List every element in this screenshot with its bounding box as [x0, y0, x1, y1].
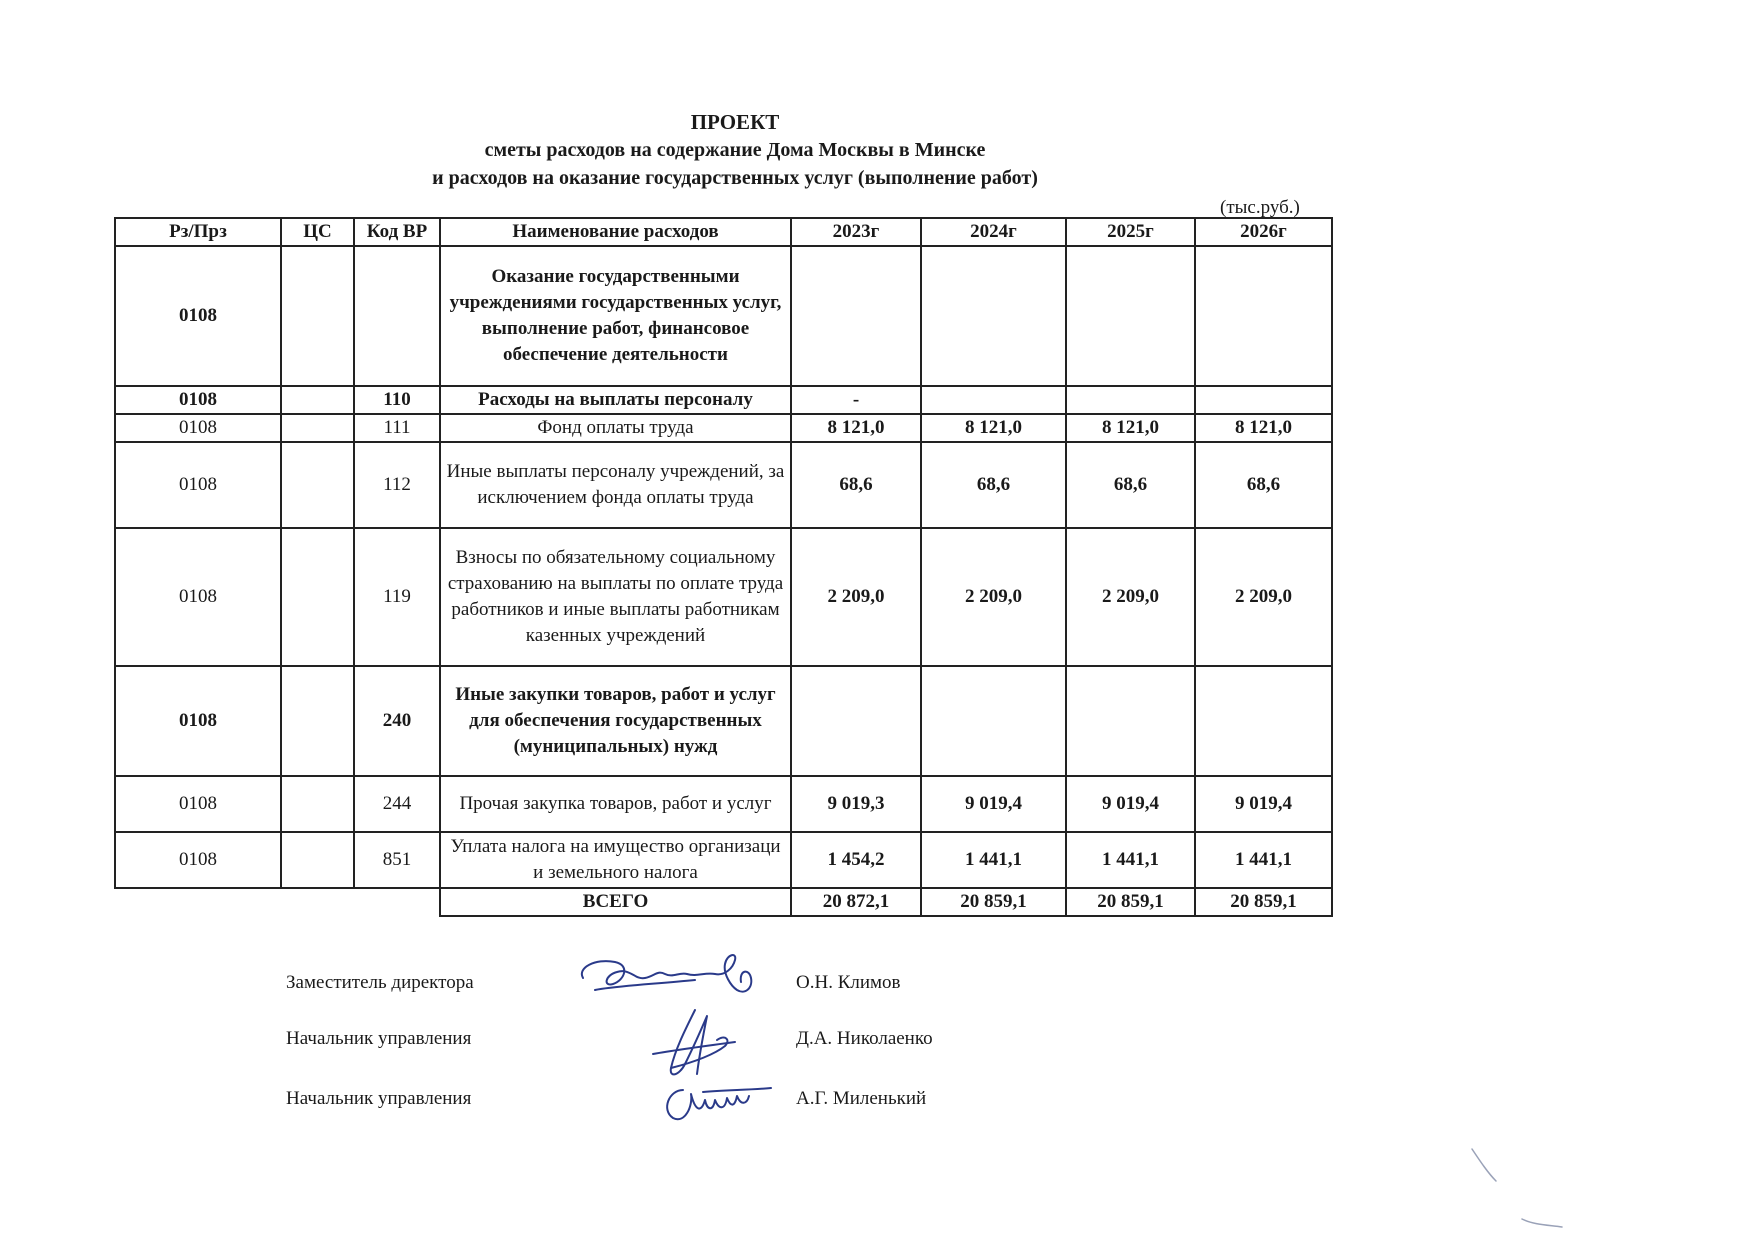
- cell-2025: 1 441,1: [1066, 832, 1195, 888]
- cell-2024: [921, 666, 1066, 776]
- cell-vr: 111: [354, 414, 440, 442]
- cell-2025: 2 209,0: [1066, 528, 1195, 666]
- cell-2023: 68,6: [791, 442, 921, 528]
- cell-vr: 110: [354, 386, 440, 414]
- cell-rz: 0108: [115, 776, 281, 832]
- cell-vr: 112: [354, 442, 440, 528]
- cell-2024: 9 019,4: [921, 776, 1066, 832]
- cell-2025: 8 121,0: [1066, 414, 1195, 442]
- cell-name: Фонд оплаты труда: [440, 414, 791, 442]
- cell-2025: [1066, 386, 1195, 414]
- cell-name: Уплата налога на имущество организаци и земельного налога: [440, 832, 791, 888]
- total-2025: 20 859,1: [1066, 888, 1195, 916]
- cell-2026: 8 121,0: [1195, 414, 1332, 442]
- handwritten-signature-icon: [575, 950, 815, 1130]
- cell-2023: -: [791, 386, 921, 414]
- cell-name: Иные закупки товаров, работ и услуг для обеспечения государственных (муниципальных) нужд: [440, 666, 791, 776]
- cell-2026: [1195, 386, 1332, 414]
- units-label: (тыс.руб.): [1220, 197, 1300, 218]
- column-header-rz: Рз/Прз: [115, 218, 281, 246]
- cell-2026: 68,6: [1195, 442, 1332, 528]
- table-row: [115, 246, 1332, 386]
- cell-2024: 2 209,0: [921, 528, 1066, 666]
- signature-name: А.Г. Миленький: [796, 1088, 927, 1109]
- cell-2025: 9 019,4: [1066, 776, 1195, 832]
- cell-rz: 0108: [115, 666, 281, 776]
- column-header-2025: 2025г: [1066, 218, 1195, 246]
- cell-2023: [791, 246, 921, 386]
- column-header-2024: 2024г: [921, 218, 1066, 246]
- cell-rz: 0108: [115, 442, 281, 528]
- document-subtitle-2: и расходов на оказание государственных услуг (выполнение работ): [432, 167, 1038, 189]
- cell-2025: 68,6: [1066, 442, 1195, 528]
- cell-2025: [1066, 246, 1195, 386]
- total-2026: 20 859,1: [1195, 888, 1332, 916]
- cell-name: Прочая закупка товаров, работ и услуг: [440, 776, 791, 832]
- blank-cell: [115, 888, 281, 916]
- column-header-name: Наименование расходов: [440, 218, 791, 246]
- cell-vr: 240: [354, 666, 440, 776]
- total-label: ВСЕГО: [440, 888, 791, 916]
- blank-cell: [354, 888, 440, 916]
- cell-cs: [281, 776, 354, 832]
- signature-name: О.Н. Климов: [796, 972, 901, 993]
- column-header-2026: 2026г: [1195, 218, 1332, 246]
- blank-cell: [281, 888, 354, 916]
- cell-rz: 0108: [115, 246, 281, 386]
- total-2023: 20 872,1: [791, 888, 921, 916]
- cell-2023: 2 209,0: [791, 528, 921, 666]
- cell-cs: [281, 666, 354, 776]
- cell-cs: [281, 414, 354, 442]
- cell-rz: 0108: [115, 414, 281, 442]
- cell-2025: [1066, 666, 1195, 776]
- table-total-row: [115, 888, 1332, 916]
- cell-2026: 1 441,1: [1195, 832, 1332, 888]
- cell-vr: [354, 246, 440, 386]
- cell-2023: 1 454,2: [791, 832, 921, 888]
- cell-2024: 1 441,1: [921, 832, 1066, 888]
- cell-rz: 0108: [115, 386, 281, 414]
- corner-stroke-icon: [1470, 1145, 1570, 1235]
- cell-cs: [281, 442, 354, 528]
- expense-estimate-table: [114, 217, 1333, 917]
- cell-2024: [921, 246, 1066, 386]
- cell-rz: 0108: [115, 528, 281, 666]
- cell-rz: 0108: [115, 832, 281, 888]
- column-header-cs: ЦС: [281, 218, 354, 246]
- cell-name: Расходы на выплаты персоналу: [440, 386, 791, 414]
- cell-vr: 119: [354, 528, 440, 666]
- table-row: [115, 442, 1332, 528]
- document-subtitle-1: сметы расходов на содержание Дома Москвы в Минске: [484, 139, 986, 161]
- cell-cs: [281, 832, 354, 888]
- cell-2023: [791, 666, 921, 776]
- table-row: [115, 832, 1332, 888]
- cell-2023: 8 121,0: [791, 414, 921, 442]
- column-header-vr: Код ВР: [354, 218, 440, 246]
- table-row: [115, 666, 1332, 776]
- cell-cs: [281, 386, 354, 414]
- signature-position: Заместитель директора: [286, 972, 474, 993]
- table-row: [115, 386, 1332, 414]
- cell-2026: [1195, 246, 1332, 386]
- table-row: [115, 414, 1332, 442]
- cell-cs: [281, 246, 354, 386]
- signature-position: Начальник управления: [286, 1088, 472, 1109]
- cell-name: Иные выплаты персоналу учреждений, за исключением фонда оплаты труда: [440, 442, 791, 528]
- cell-name: Оказание государственными учреждениями государственных услуг, выполнение работ, финансовое обеспечение деятельности: [440, 246, 791, 386]
- cell-2023: 9 019,3: [791, 776, 921, 832]
- cell-2024: 68,6: [921, 442, 1066, 528]
- signature-position: Начальник управления: [286, 1028, 472, 1049]
- cell-2026: 2 209,0: [1195, 528, 1332, 666]
- table-row: [115, 776, 1332, 832]
- cell-name: Взносы по обязательному социальному страхованию на выплаты по оплате труда работников и иные выплаты работникам казенных учреждений: [440, 528, 791, 666]
- document-title: ПРОЕКТ: [690, 110, 780, 134]
- cell-cs: [281, 528, 354, 666]
- table-header-row: [115, 218, 1332, 246]
- cell-vr: 851: [354, 832, 440, 888]
- cell-2026: [1195, 666, 1332, 776]
- cell-2024: [921, 386, 1066, 414]
- document-title-block: [0, 108, 1470, 192]
- table-row: [115, 528, 1332, 666]
- cell-2024: 8 121,0: [921, 414, 1066, 442]
- signature-name: Д.А. Николаенко: [796, 1028, 933, 1049]
- cell-vr: 244: [354, 776, 440, 832]
- total-2024: 20 859,1: [921, 888, 1066, 916]
- cell-2026: 9 019,4: [1195, 776, 1332, 832]
- column-header-2023: 2023г: [791, 218, 921, 246]
